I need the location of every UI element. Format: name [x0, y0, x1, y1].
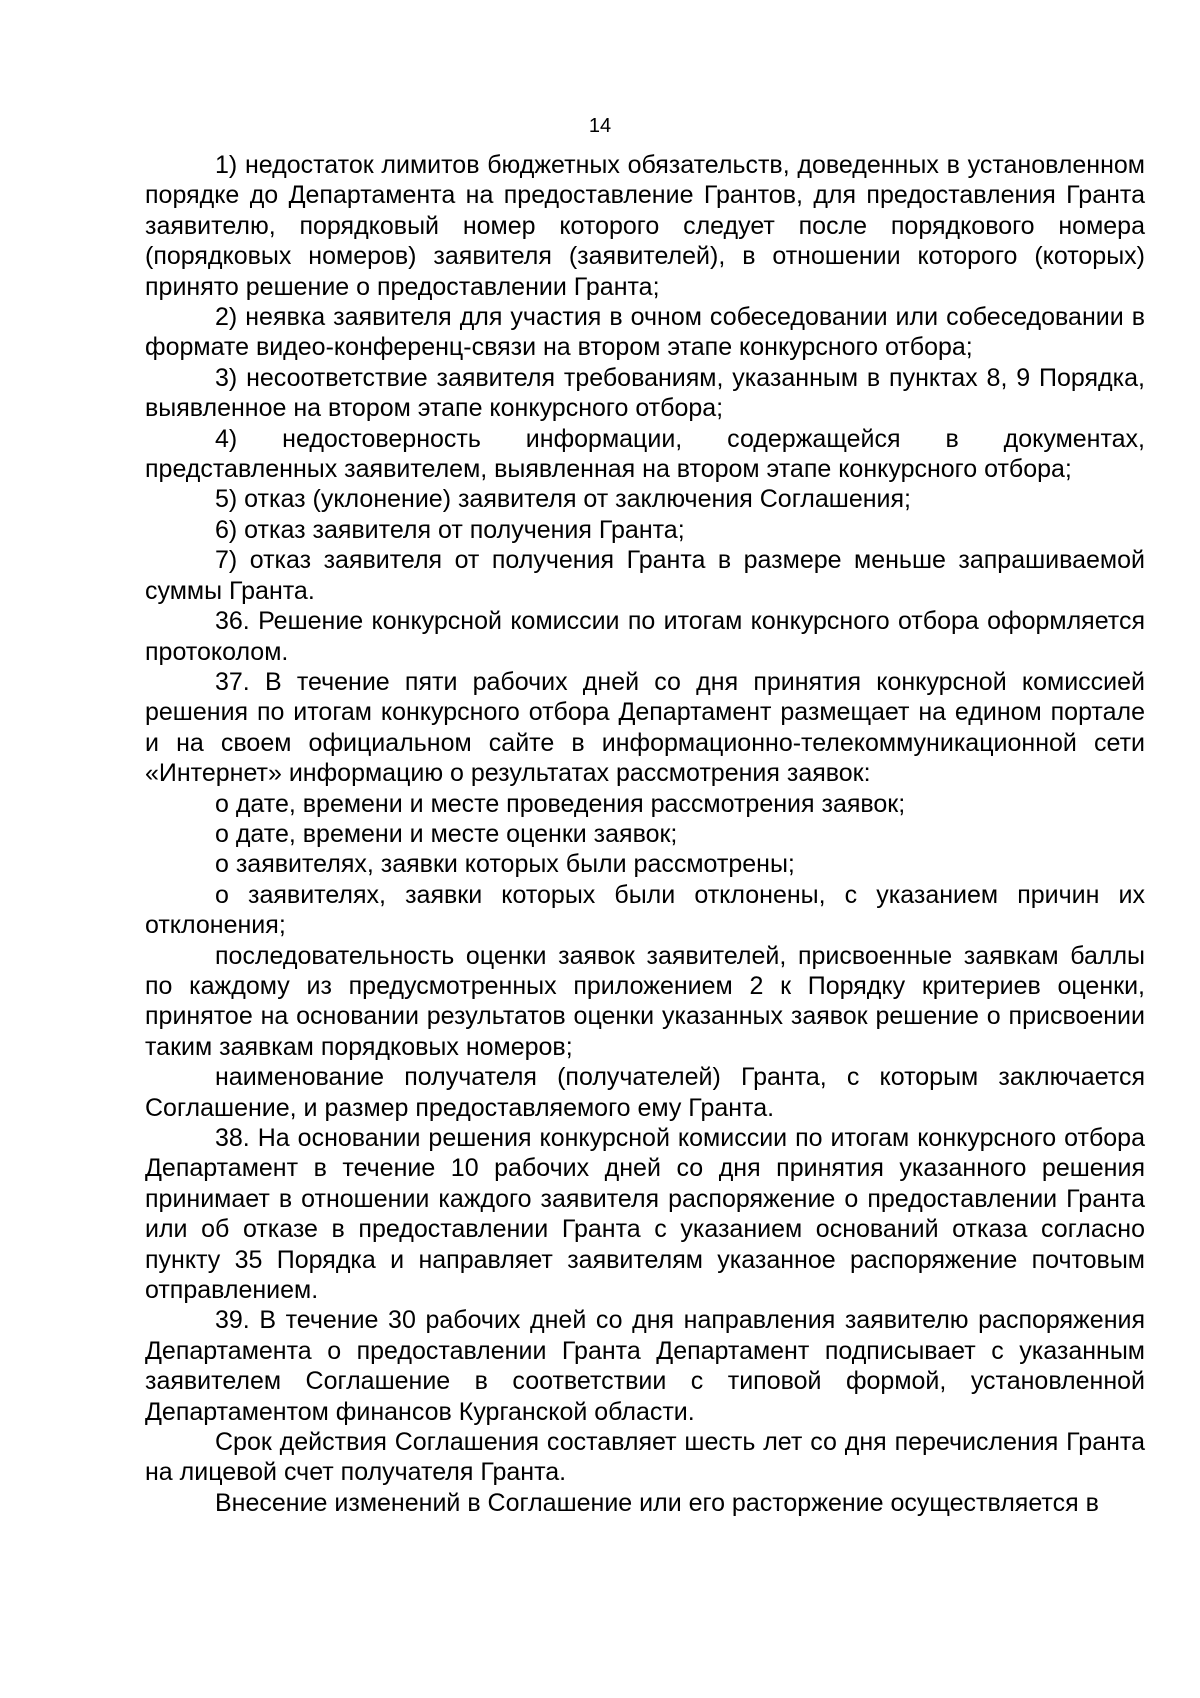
paragraph-agreement-term: Срок действия Соглашения составляет шесть лет со дня перечисления Гранта на лицевой счет получателя Гранта. — [145, 1428, 1145, 1487]
page-number: 14 — [588, 115, 612, 137]
paragraph-reason-6: 6) отказ заявителя от получения Гранта; — [215, 515, 685, 544]
paragraph-info-2: о дате, времени и месте оценки заявок; — [215, 819, 678, 848]
paragraph-clause-38: 38. На основании решения конкурсной комиссии по итогам конкурсного отбора Департамент в течение 10 рабочих дней со дня принятия указанного решения принимает в отношении каждого заявителя распоряжение о предоставлении Гранта или об отказе в предоставлении Гранта с указанием оснований отказа согласно пункту 35 Порядка и направляет заявителям указанное распоряжение почтовым отправлением. — [145, 1124, 1145, 1305]
paragraph-reason-4: 4) недостоверность информации, содержащейся в документах, представленных заявителем, выявленная на втором этапе конкурсного отбора; — [145, 424, 1145, 484]
paragraph-info-6: наименование получателя (получателей) Гранта, с которым заключается Соглашение, и размер предоставляемого ему Гранта. — [145, 1063, 1145, 1122]
document-body — [145, 150, 1145, 1518]
paragraph-clause-36: 36. Решение конкурсной комиссии по итогам конкурсного отбора оформляется протоколом. — [145, 607, 1145, 666]
paragraph-clause-39: 39. В течение 30 рабочих дней со дня направления заявителю распоряжения Департамента о предоставлении Гранта Департамент подписывает с указанным заявителем Соглашение в соответствии с типовой формой, установленной Департаментом финансов Курганской области. — [145, 1306, 1145, 1426]
paragraph-clause-37: 37. В течение пяти рабочих дней со дня принятия конкурсной комиссией решения по итогам конкурсного отбора Департамент размещает на едином портале и на своем официальном сайте в информационно-телекоммуникационной сети «Интернет» информацию о результатах рассмотрения заявок: — [145, 667, 1145, 788]
paragraph-info-5: последовательность оценки заявок заявителей, присвоенные заявкам баллы по каждому из предусмотренных приложением 2 к Порядку критериев оценки, принятое на основании результатов оценки указанных заявок решение о присвоении таким заявкам порядковых номеров; — [145, 941, 1145, 1061]
paragraph-reason-2: 2) неявка заявителя для участия в очном собеседовании или собеседовании в формате видео-конференц-связи на втором этапе конкурсного отбора; — [145, 303, 1145, 362]
paragraph-reason-3: 3) несоответствие заявителя требованиям, указанным в пунктах 8, 9 Порядка, выявленное на втором этапе конкурсного отбора; — [145, 363, 1145, 423]
paragraph-info-1: о дате, времени и месте проведения рассмотрения заявок; — [215, 789, 906, 818]
paragraph-info-3: о заявителях, заявки которых были рассмотрены; — [215, 850, 795, 879]
paragraph-reason-5: 5) отказ (уклонение) заявителя от заключения Соглашения; — [215, 485, 911, 514]
paragraph-info-4: о заявителях, заявки которых были отклонены, с указанием причин их отклонения; — [145, 880, 1145, 940]
paragraph-reason-7: 7) отказ заявителя от получения Гранта в размере меньше запрашиваемой суммы Гранта. — [145, 546, 1145, 605]
paragraph-reason-1: 1) недостаток лимитов бюджетных обязательств, доведенных в установленном порядке до Департамента на предоставление Грантов, для предоставления Гранта заявителю, порядковый номер которого следует после порядкового номера (порядковых номеров) заявителя (заявителей), в отношении которого (которых) принято решение о предоставлении Гранта; — [145, 151, 1145, 301]
paragraph-agreement-changes: Внесение изменений в Соглашение или его расторжение осуществляется в — [215, 1488, 1099, 1517]
